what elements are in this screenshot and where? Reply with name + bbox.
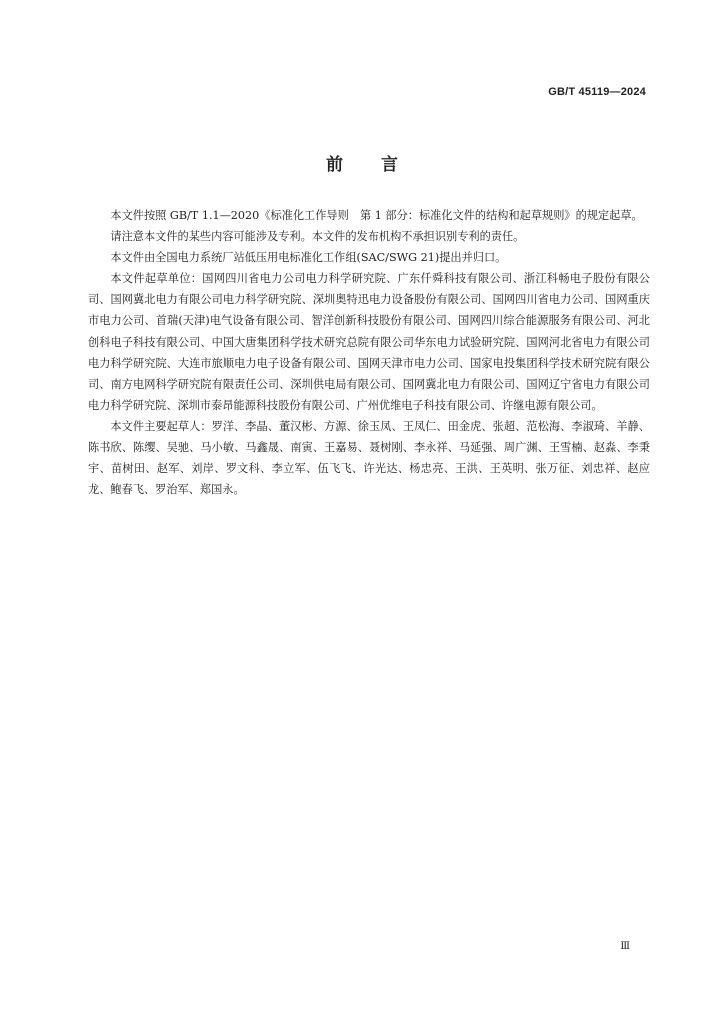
page-title: 前言 [326,155,436,175]
paragraph-drafting-units: 本文件起草单位：国网四川省电力公司电力科学研究院、广东仟舜科技有限公司、浙江科畅电子股份有限公司、国网冀北电力有限公司电力科学研究院、深圳奥特迅电力设备股份有限公司、国网四川省电力公司、国网重庆市电力公司、首瑞(天津)电气设备有限公司、智洋创新科技股份有限公司、国网四川综合能源服务有限公司、河北创科电子科技有限公司、中国大唐集团科学技术研究总院有限公司华东电力试验研究院、国网河北省电力有限公司电力科学研究院、大连市旅顺电力电子设备有限公司、国网天津市电力公司、国家电投集团科学技术研究院有限公司、南方电网科学研究院有限责任公司、深圳供电局有限公司、国网冀北电力有限公司、国网辽宁省电力有限公司电力科学研究院、深圳市泰昂能源科技股份有限公司、广州优维电子科技有限公司、许继电源有限公司。 [88,272,650,412]
foreword-body [88,205,650,500]
document-code: GB/T 45119—2024 [548,86,646,98]
page-number: Ⅲ [620,941,630,952]
paragraph-drafting-rules: 本文件按照 GB/T 1.1—2020《标准化工作导则 第 1 部分：标准化文件的结构和起草规则》的规定起草。 [110,209,643,222]
paragraph-patent-notice: 请注意本文件的某些内容可能涉及专利。本文件的发布机构不承担识别专利的责任。 [110,230,525,244]
paragraph-proposer: 本文件由全国电力系统厂站低压用电标准化工作组(SAC/SWG 21)提出并归口。 [110,251,507,265]
paragraph-drafters: 本文件主要起草人：罗洋、李晶、董汉彬、方源、徐玉凤、王凤仁、田金虎、张超、范松海、李淑琦、羊静、陈书欣、陈缨、吴驰、马小敏、马鑫晟、南寅、王嘉易、聂树刚、李永祥、马延强、周广渊、王雪楠、赵淼、李秉宇、苗树田、赵军、刘岸、罗文科、李立军、伍飞飞、许光达、杨忠亮、王洪、王英明、张万征、刘忠祥、赵应龙、鲍春飞、罗治军、郑国永。 [88,419,650,497]
